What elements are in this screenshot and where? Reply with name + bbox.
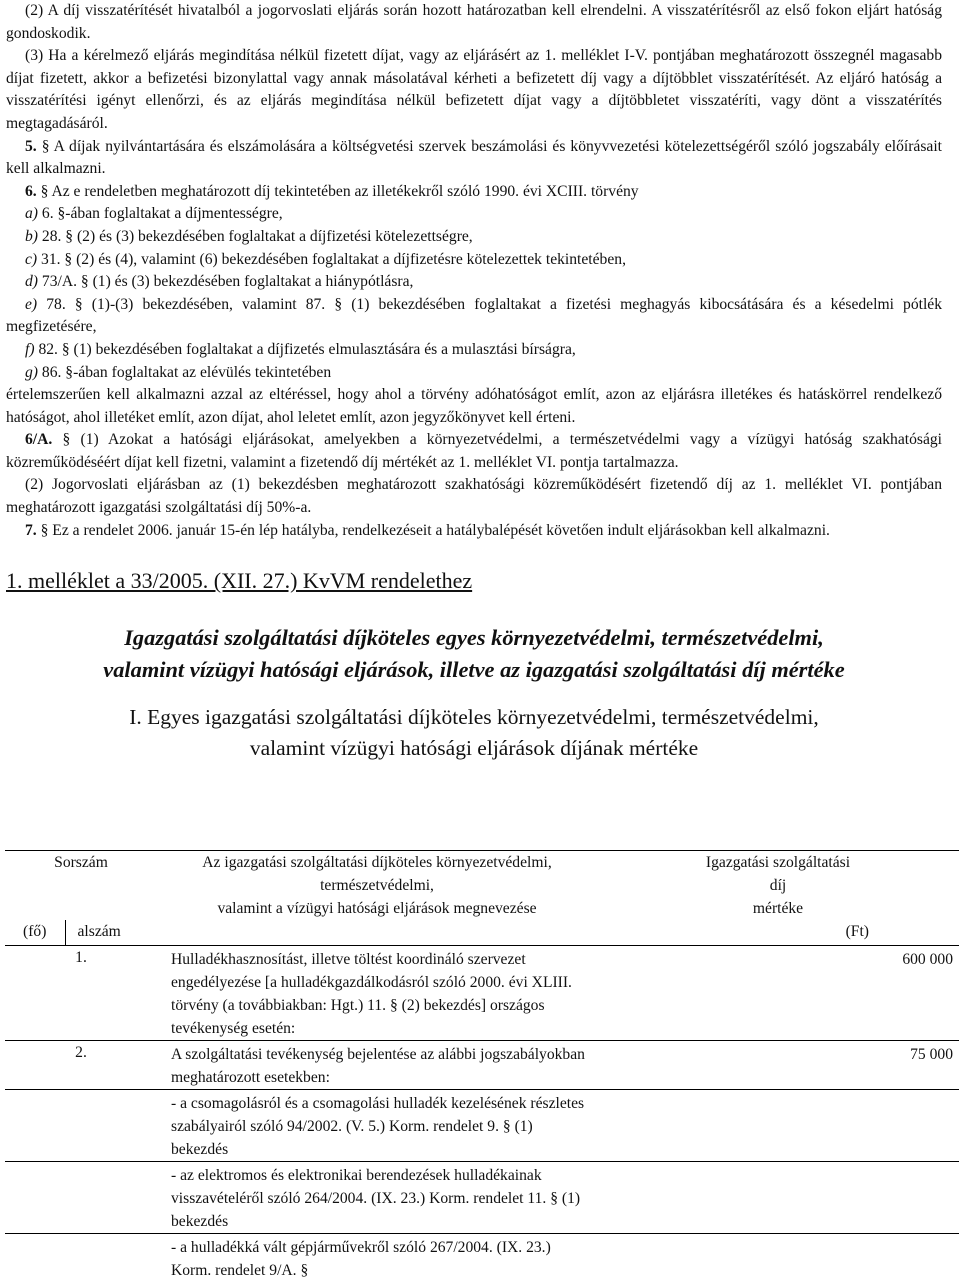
list-text: 82. § (1) bekezdésében foglaltakat a díjfizetés elmulasztására és a mulasztási bírságra, [38,341,575,358]
row-fee: 75 000 [597,1041,959,1090]
header-name-line: természetvédelmi, [159,874,595,897]
list-label: f) [25,341,35,358]
table-subheader-row [5,920,959,946]
row-number: 1. [5,946,157,1041]
subrow-fee-empty [597,1234,959,1282]
subrow-empty [5,1234,157,1282]
table-header-row [5,851,959,921]
annex-title-line: valamint vízügyi hatósági eljárások, illetve az igazgatási szolgáltatási díj mértéke [6,654,942,686]
row-text: Hulladékhasznosítást, illetve töltést koordináló szervezet engedélyezése [a hulladékgazdálkodásról szóló 2000. évi XLIII. törvény (a továbbiakban: Hgt.) 11. § (2) bekezdés] országos tevékenység esetén: [157,946,597,1041]
row-text: A szolgáltatási tevékenység bejelentése az alábbi jogszabályokban meghatározott esetekben: [157,1041,597,1090]
subheader-empty [157,920,597,946]
header-name [157,851,597,921]
section-text: Az e rendeletben meghatározott díj tekintetében az illetékekről szóló 1990. évi XCIII. törvény [51,183,638,200]
annex-title [6,622,942,686]
section-title-line: I. Egyes igazgatási szolgáltatási díjköteles környezetvédelmi, természetvédelmi, [6,702,942,733]
section-number: 6/A. [25,431,52,448]
subheader-alszam: alszám [65,920,157,946]
subrow-text: - a hulladékká vált gépjárművekről szóló 267/2004. (IX. 23.) Korm. rendelet 9/A. § [157,1234,597,1282]
annex-title-line: Igazgatási szolgáltatási díjköteles egyes környezetvédelmi, természetvédelmi, [6,622,942,654]
table-row [5,946,959,1041]
list-item-b [6,226,942,249]
subrow-empty [5,1162,157,1234]
list-item-f [6,339,942,362]
list-item-d [6,271,942,294]
row-fee: 600 000 [597,946,959,1041]
subrow-fee-empty [597,1090,959,1162]
document-page [6,0,942,764]
list-text: 28. § (2) és (3) bekezdésében foglaltakat a díjfizetési kötelezettségre, [42,228,473,245]
row-number: 2. [5,1041,157,1090]
list-label: b) [25,228,38,245]
section-title-line: valamint vízügyi hatósági eljárások díjának mértéke [6,733,942,764]
list-item-c [6,249,942,272]
section-6a-2: (2) Jogorvoslati eljárásban az (1) bekezdésben meghatározott szakhatósági közreműködésért fizetendő díj az 1. melléklet VI. pontjában meghatározott igazgatási szolgáltatási díj 50%-a. [6,474,942,519]
paragraph-refund-2: (2) A díj visszatérítését hivatalból a jogorvoslati eljárás során hozott határozatban kell elrendelni. A visszatérítésről az első fokon eljárt hatóság gondoskodik. [6,0,942,45]
list-text: 73/A. § (1) és (3) bekezdésében foglaltakat a hiánypótlásra, [42,273,414,290]
list-label: a) [25,205,38,222]
subrow-text: - a csomagolásról és a csomagolási hulladék kezelésének részletes szabályairól szóló 94/2002. (V. 5.) Korm. rendelet 9. § (1) bekezdés [157,1090,597,1162]
section-title [6,702,942,764]
subrow-text: - az elektromos és elektronikai berendezések hulladékainak visszavételéről szóló 264/2004. (IX. 23.) Korm. rendelet 11. § (1) bekezdés [157,1162,597,1234]
header-fee-line: díj [599,874,957,897]
subrow-fee-empty [597,1162,959,1234]
fee-table [5,850,959,1282]
table-row [5,1041,959,1090]
list-text: 78. § (1)-(3) bekezdésében, valamint 87. § (1) bekezdésében foglaltakat a fizetési meghagyás kibocsátására és a késedelmi pótlék megfizetésére, [6,296,942,336]
list-label: c) [25,251,37,268]
table-subrow [5,1090,959,1162]
table-subrow [5,1162,959,1234]
header-sorszam: Sorszám [5,851,157,921]
header-fee-line: Igazgatási szolgáltatási [599,851,957,874]
section-number: 7. [25,522,37,539]
header-fee [597,851,959,921]
section-5: 5. § A díjak nyilvántartására és elszámolására a költségvetési szervek beszámolási és könyvvezetési kötelezettségéről szóló jogszabály előírásait kell alkalmazni. [6,136,942,181]
list-text: 86. §-ában foglaltakat az elévülés tekintetében [42,364,331,381]
section-text: (1) Azokat a hatósági eljárásokat, amelyekben a környezetvédelmi, a természetvédelmi vagy a vízügyi hatóság szakhatósági közreműködéséért díjat kell fizetni, valamint a fizetendő díj mértékét az 1. melléklet VI. pontja tartalmazza. [6,431,942,471]
section-text: Ez a rendelet 2006. január 15-én lép hatályba, rendelkezéseit a hatálybalépését követően indult eljárásokban kell alkalmazni. [52,522,830,539]
list-label: e) [25,296,37,313]
section-6a: 6/A. § (1) Azokat a hatósági eljárásokat, amelyekben a környezetvédelmi, a természetvédelmi vagy a vízügyi hatóság szakhatósági közreműködéséért díjat kell fizetni, valamint a fizetendő díj mértékét az 1. melléklet VI. pontja tartalmazza. [6,429,942,474]
section-number: 6. [25,183,37,200]
list-text: 6. §-ában foglaltakat a díjmentességre, [42,205,283,222]
section-7: 7. § Ez a rendelet 2006. január 15-én lép hatályba, rendelkezéseit a hatálybalépését követően indult eljárásokban kell alkalmazni. [6,520,942,543]
list-label: g) [25,364,38,381]
subheader-ft: (Ft) [597,920,959,946]
header-fee-line: mértéke [599,897,957,920]
list-item-g [6,362,942,385]
list-item-e [6,294,942,339]
section-6: 6. § Az e rendeletben meghatározott díj tekintetében az illetékekről szóló 1990. évi XCIII. törvény [6,181,942,204]
header-name-line: valamint a vízügyi hatósági eljárások megnevezése [159,897,595,920]
table-subrow [5,1234,959,1282]
header-name-line: Az igazgatási szolgáltatási díjköteles környezetvédelmi, [159,851,595,874]
paragraph-refund-3: (3) Ha a kérelmező eljárás megindítása nélkül fizetett díjat, vagy az eljárásért az 1. melléklet I-V. pontjában meghatározott összegnél magasabb díjat fizetett, akkor a befizetési bizonylattal vagy annak másolatával kérheti a befizetett díj vagy a díjtöbblet visszatérítését. Az eljáró hatóság a visszatérítési igényt ellenőrzi, és az eljárás megindítása nélkül befizetett díjat vagy a díjtöbbletet visszatéríti, vagy dönt a visszatérítés megtagadásáról. [6,45,942,135]
section-text: A díjak nyilvántartására és elszámolására a költségvetési szervek beszámolási és könyvvezetési kötelezettségéről szóló jogszabály előírásait kell alkalmazni. [6,138,942,178]
subrow-empty [5,1090,157,1162]
section-number: 5. [25,138,37,155]
list-text: 31. § (2) és (4), valamint (6) bekezdésében foglaltakat a díjfizetésre kötelezettek tekintetében, [41,251,626,268]
list-item-a [6,203,942,226]
annex-heading: 1. melléklet a 33/2005. (XII. 27.) KvVM rendelethez [6,566,942,596]
subheader-fo: (fő) [5,920,65,946]
list-label: d) [25,273,38,290]
section-6-continuation: értelemszerűen kell alkalmazni azzal az eltéréssel, hogy ahol a törvény adóhatóságot említ, azon az eljárásra illetékes és hatáskörrel rendelkező hatóságot, ahol illetéket említ, azon díjat, ahol leletet említ, azon jegyzőkönyvet kell érteni. [6,384,942,429]
